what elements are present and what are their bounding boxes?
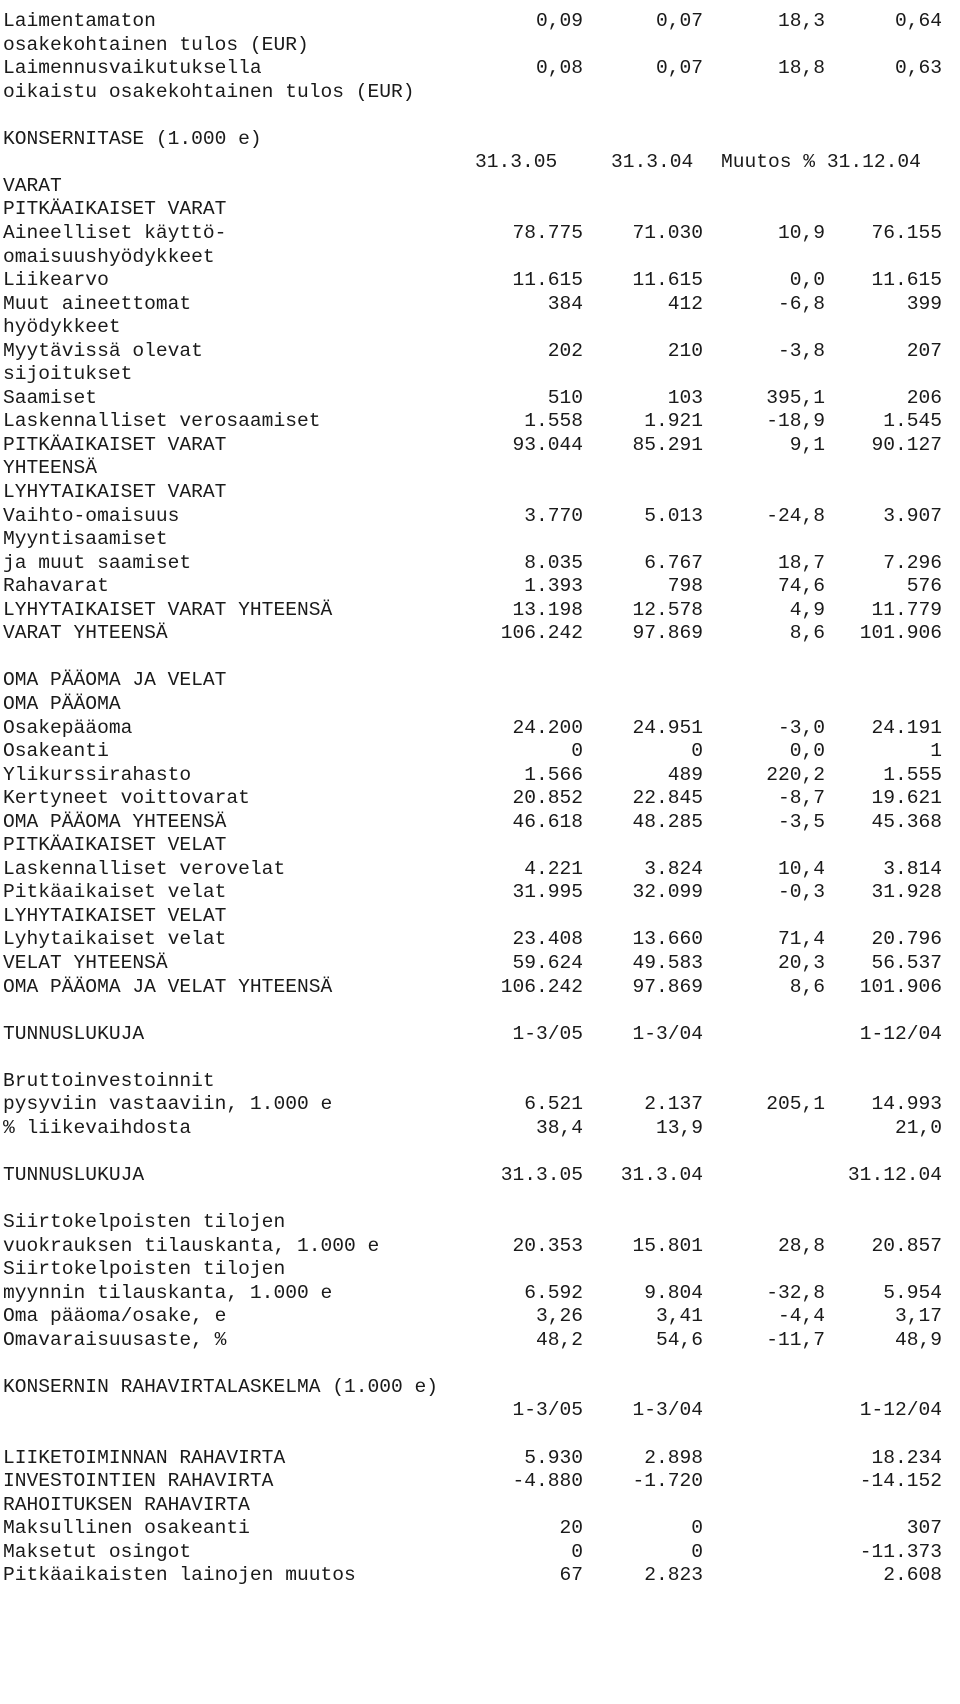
- value-cell: 0,09: [535, 10, 583, 32]
- report-line: [3, 1116, 953, 1141]
- row-label: PITKÄAIKAISET VELAT: [3, 834, 227, 857]
- value-cell: 106.242: [500, 622, 583, 645]
- report-line: [3, 668, 953, 693]
- row-label: Myytävissä olevat: [3, 339, 203, 362]
- value-cell: 8,6: [789, 622, 825, 645]
- value-cell: 21,0: [894, 1116, 942, 1139]
- value-cell: 2.823: [644, 1564, 703, 1587]
- report-line: [3, 386, 953, 411]
- value-cell: 10,4: [777, 857, 825, 880]
- value-cell: 510: [547, 386, 583, 409]
- value-cell: 24.200: [512, 716, 583, 739]
- row-label: OMA PÄÄOMA YHTEENSÄ: [3, 810, 227, 833]
- value-cell: 395,1: [766, 386, 825, 409]
- value-cell: 9.804: [644, 1281, 703, 1304]
- report-line: [3, 127, 953, 152]
- row-label: osakekohtainen tulos (EUR): [3, 33, 309, 56]
- report-line: [3, 1469, 953, 1494]
- value-cell: 59.624: [512, 952, 583, 974]
- value-cell: 307: [906, 1517, 942, 1540]
- value-cell: -18,9: [766, 410, 825, 433]
- report-line: [3, 221, 953, 246]
- report-line: [3, 33, 953, 58]
- row-label: TUNNUSLUKUJA: [3, 1022, 145, 1045]
- report-line: [3, 268, 953, 293]
- value-cell: 93.044: [512, 433, 583, 456]
- value-cell: 46.618: [512, 810, 583, 833]
- value-cell: 1-3/04: [632, 1022, 703, 1045]
- value-cell: 11.615: [871, 269, 942, 292]
- row-label: myynnin tilauskanta, 1.000 e: [3, 1281, 333, 1304]
- row-label: omaisuushyödykkeet: [3, 245, 215, 268]
- value-cell: 7.296: [883, 551, 942, 574]
- value-cell: 0,64: [894, 10, 942, 32]
- value-cell: 31.928: [871, 881, 942, 904]
- value-cell: 0: [571, 1540, 583, 1563]
- row-label: Saamiset: [3, 386, 98, 409]
- row-label: Laimennusvaikutuksella: [3, 57, 262, 80]
- row-label: oikaistu osakekohtainen tulos (EUR): [3, 80, 415, 103]
- report-line: [3, 362, 953, 387]
- value-cell: 1.545: [883, 410, 942, 433]
- value-cell: 18.234: [871, 1446, 942, 1469]
- row-label: Rahavarat: [3, 575, 109, 598]
- row-label: VARAT YHTEENSÄ: [3, 622, 168, 645]
- value-cell: -3,5: [777, 810, 825, 833]
- value-cell: 1-12/04: [859, 1399, 942, 1422]
- value-cell: 3.770: [524, 504, 583, 527]
- row-label: LYHYTAIKAISET VARAT YHTEENSÄ: [3, 598, 333, 621]
- value-cell: 5.013: [644, 504, 703, 527]
- row-label: YHTEENSÄ: [3, 457, 98, 480]
- value-cell: 85.291: [632, 433, 703, 456]
- report-line: [3, 1375, 953, 1400]
- value-cell: 0,08: [535, 57, 583, 80]
- report-line: [3, 951, 953, 976]
- report-line: [3, 480, 953, 505]
- value-cell: -32,8: [766, 1281, 825, 1304]
- blank-line: [3, 1422, 953, 1447]
- value-cell: 1.566: [524, 763, 583, 786]
- value-cell: 13,9: [655, 1116, 703, 1139]
- value-cell: 76.155: [871, 221, 942, 244]
- value-cell: 11.615: [512, 269, 583, 292]
- value-cell: 0: [691, 740, 703, 763]
- value-cell: 1-3/04: [632, 1399, 703, 1422]
- value-cell: 20.353: [512, 1234, 583, 1257]
- value-cell: 10,9: [777, 221, 825, 244]
- report-line: [3, 174, 953, 199]
- report-line: [3, 1092, 953, 1117]
- report-line: [3, 1304, 953, 1329]
- report-line: [3, 433, 953, 458]
- row-label: KONSERNIN RAHAVIRTALASKELMA (1.000 e): [3, 1375, 439, 1398]
- row-label: Myyntisaamiset: [3, 528, 168, 551]
- column-header: 31.3.05: [475, 151, 558, 174]
- row-label: Vaihto-omaisuus: [3, 504, 180, 527]
- row-label: PITKÄAIKAISET VARAT: [3, 198, 227, 221]
- report-line: [3, 339, 953, 364]
- value-cell: 28,8: [777, 1234, 825, 1257]
- report-line: [3, 1257, 953, 1282]
- value-cell: 20.857: [871, 1234, 942, 1257]
- value-cell: 0,63: [894, 57, 942, 80]
- value-cell: 48,9: [894, 1328, 942, 1351]
- value-cell: 18,3: [777, 10, 825, 32]
- blank-line: [3, 998, 953, 1023]
- report-line: [3, 833, 953, 858]
- value-cell: 3,41: [655, 1305, 703, 1328]
- report-line: [3, 880, 953, 905]
- column-header: 31.3.04: [611, 151, 694, 174]
- value-cell: 11.615: [632, 269, 703, 292]
- row-label: Bruttoinvestoinnit: [3, 1069, 215, 1092]
- value-cell: 0: [691, 1540, 703, 1563]
- report-line: [3, 1234, 953, 1259]
- row-label: VARAT: [3, 174, 62, 197]
- row-label: Ylikurssirahasto: [3, 763, 192, 786]
- value-cell: 2.608: [883, 1564, 942, 1587]
- value-cell: 1-12/04: [859, 1022, 942, 1045]
- value-cell: 67: [559, 1564, 583, 1587]
- value-cell: 6.592: [524, 1281, 583, 1304]
- report-line: [3, 1516, 953, 1541]
- row-label: LYHYTAIKAISET VELAT: [3, 904, 227, 927]
- value-cell: 49.583: [632, 952, 703, 974]
- value-cell: 71.030: [632, 221, 703, 244]
- value-cell: 576: [906, 575, 942, 598]
- value-cell: 8.035: [524, 551, 583, 574]
- value-cell: 2.898: [644, 1446, 703, 1469]
- value-cell: 18,7: [777, 551, 825, 574]
- value-cell: 20.852: [512, 787, 583, 810]
- report-line: [3, 409, 953, 434]
- value-cell: 20,3: [777, 952, 825, 974]
- value-cell: -4.880: [512, 1470, 583, 1493]
- blank-line: [3, 1139, 953, 1164]
- value-cell: 48.285: [632, 810, 703, 833]
- value-cell: 4.221: [524, 857, 583, 880]
- row-label: vuokrauksen tilauskanta, 1.000 e: [3, 1234, 380, 1257]
- value-cell: 3,26: [535, 1305, 583, 1328]
- report-line: [3, 927, 953, 952]
- value-cell: 32.099: [632, 881, 703, 904]
- value-cell: 15.801: [632, 1234, 703, 1257]
- report-line: [3, 1540, 953, 1565]
- value-cell: 71,4: [777, 928, 825, 951]
- report-line: [3, 456, 953, 481]
- value-cell: 3.824: [644, 857, 703, 880]
- row-label: Kertyneet voittovarat: [3, 787, 250, 810]
- report-line: [3, 1281, 953, 1306]
- report-line: [3, 1446, 953, 1471]
- blank-line: [3, 1045, 953, 1070]
- value-cell: 78.775: [512, 221, 583, 244]
- report-line: [3, 1493, 953, 1518]
- value-cell: 384: [547, 292, 583, 315]
- report-line: [3, 1563, 953, 1588]
- value-cell: 97.869: [632, 975, 703, 998]
- value-cell: 4,9: [789, 598, 825, 621]
- row-label: Maksetut osingot: [3, 1540, 192, 1563]
- report-line: [3, 786, 953, 811]
- value-cell: 798: [667, 575, 703, 598]
- value-cell: 9,1: [789, 433, 825, 456]
- value-cell: 18,8: [777, 57, 825, 80]
- value-cell: 101.906: [859, 975, 942, 998]
- report-line: [3, 857, 953, 882]
- report-line: [3, 9, 953, 34]
- value-cell: 45.368: [871, 810, 942, 833]
- value-cell: 0,0: [789, 269, 825, 292]
- value-cell: 3,17: [894, 1305, 942, 1328]
- value-cell: 8,6: [789, 975, 825, 998]
- value-cell: 5.930: [524, 1446, 583, 1469]
- value-cell: -0,3: [777, 881, 825, 904]
- value-cell: 31.12.04: [847, 1163, 942, 1186]
- row-label: PITKÄAIKAISET VARAT: [3, 433, 227, 456]
- report-line: [3, 975, 953, 1000]
- value-cell: 1: [930, 740, 942, 763]
- report-line: [3, 574, 953, 599]
- value-cell: -8,7: [777, 787, 825, 810]
- blank-line: [3, 645, 953, 670]
- value-cell: 48,2: [535, 1328, 583, 1351]
- value-cell: -4,4: [777, 1305, 825, 1328]
- value-cell: 2.137: [644, 1093, 703, 1116]
- value-cell: 1.393: [524, 575, 583, 598]
- value-cell: -14.152: [859, 1470, 942, 1493]
- column-header: Muutos % 31.12.04: [721, 151, 921, 174]
- value-cell: -11,7: [766, 1328, 825, 1351]
- row-label: Maksullinen osakeanti: [3, 1517, 250, 1540]
- report-line: [3, 315, 953, 340]
- row-label: ja muut saamiset: [3, 551, 192, 574]
- value-cell: 207: [906, 339, 942, 362]
- report-line: [3, 80, 953, 105]
- value-cell: 0,0: [789, 740, 825, 763]
- value-cell: 12.578: [632, 598, 703, 621]
- row-label: hyödykkeet: [3, 316, 121, 339]
- row-label: Osakeanti: [3, 740, 109, 763]
- row-label: RAHOITUKSEN RAHAVIRTA: [3, 1493, 250, 1516]
- row-label: Oma pääoma/osake, e: [3, 1305, 227, 1328]
- report-line: [3, 810, 953, 835]
- report-line: [3, 197, 953, 222]
- report-line: [3, 1163, 953, 1188]
- value-cell: 0: [691, 1517, 703, 1540]
- value-cell: -24,8: [766, 504, 825, 527]
- report-line: [3, 904, 953, 929]
- report-line: [3, 150, 953, 175]
- report-line: [3, 1069, 953, 1094]
- value-cell: 6.767: [644, 551, 703, 574]
- blank-line: [3, 1351, 953, 1376]
- value-cell: 205,1: [766, 1093, 825, 1116]
- value-cell: 22.845: [632, 787, 703, 810]
- value-cell: 220,2: [766, 763, 825, 786]
- value-cell: 54,6: [655, 1328, 703, 1351]
- row-label: pysyviin vastaaviin, 1.000 e: [3, 1093, 333, 1116]
- row-label: OMA PÄÄOMA JA VELAT: [3, 669, 227, 692]
- report-line: [3, 739, 953, 764]
- row-label: Laimentamaton: [3, 10, 156, 32]
- value-cell: 210: [667, 339, 703, 362]
- report-line: [3, 56, 953, 81]
- blank-line: [3, 1187, 953, 1212]
- value-cell: -3,8: [777, 339, 825, 362]
- row-label: Aineelliset käyttö-: [3, 221, 227, 244]
- value-cell: 101.906: [859, 622, 942, 645]
- value-cell: 14.993: [871, 1093, 942, 1116]
- row-label: KONSERNITASE (1.000 e): [3, 127, 262, 150]
- value-cell: 1.555: [883, 763, 942, 786]
- row-label: OMA PÄÄOMA: [3, 692, 121, 715]
- report-line: [3, 1022, 953, 1047]
- blank-line: [3, 103, 953, 128]
- value-cell: 399: [906, 292, 942, 315]
- row-label: OMA PÄÄOMA JA VELAT YHTEENSÄ: [3, 975, 333, 998]
- report-line: [3, 1210, 953, 1235]
- value-cell: 103: [667, 386, 703, 409]
- value-cell: 24.191: [871, 716, 942, 739]
- value-cell: 202: [547, 339, 583, 362]
- row-label: Muut aineettomat: [3, 292, 192, 315]
- value-cell: 0: [571, 740, 583, 763]
- value-cell: -6,8: [777, 292, 825, 315]
- row-label: % liikevaihdosta: [3, 1116, 192, 1139]
- row-label: TUNNUSLUKUJA: [3, 1163, 145, 1186]
- value-cell: 11.779: [871, 598, 942, 621]
- value-cell: 23.408: [512, 928, 583, 951]
- report-line: [3, 716, 953, 741]
- value-cell: 97.869: [632, 622, 703, 645]
- value-cell: 38,4: [535, 1116, 583, 1139]
- value-cell: 56.537: [871, 952, 942, 974]
- row-label: Osakepääoma: [3, 716, 133, 739]
- value-cell: 0,07: [655, 10, 703, 32]
- value-cell: 489: [667, 763, 703, 786]
- value-cell: 1.558: [524, 410, 583, 433]
- value-cell: 24.951: [632, 716, 703, 739]
- row-label: Laskennalliset verovelat: [3, 857, 286, 880]
- value-cell: -1.720: [632, 1470, 703, 1493]
- row-label: sijoitukset: [3, 363, 133, 386]
- value-cell: 206: [906, 386, 942, 409]
- value-cell: 0,07: [655, 57, 703, 80]
- row-label: Omavaraisuusaste, %: [3, 1328, 227, 1351]
- row-label: LIIKETOIMINNAN RAHAVIRTA: [3, 1446, 286, 1469]
- value-cell: 13.198: [512, 598, 583, 621]
- row-label: VELAT YHTEENSÄ: [3, 952, 168, 974]
- value-cell: 5.954: [883, 1281, 942, 1304]
- value-cell: 74,6: [777, 575, 825, 598]
- value-cell: 20: [559, 1517, 583, 1540]
- row-label: Siirtokelpoisten tilojen: [3, 1258, 286, 1281]
- value-cell: 31.3.04: [620, 1163, 703, 1186]
- row-label: INVESTOINTIEN RAHAVIRTA: [3, 1470, 274, 1493]
- value-cell: 106.242: [500, 975, 583, 998]
- row-label: Laskennalliset verosaamiset: [3, 410, 321, 433]
- value-cell: 19.621: [871, 787, 942, 810]
- value-cell: -3,0: [777, 716, 825, 739]
- report-line: [3, 245, 953, 270]
- row-label: Lyhytaikaiset velat: [3, 928, 227, 951]
- value-cell: 3.814: [883, 857, 942, 880]
- report-line: [3, 504, 953, 529]
- value-cell: 20.796: [871, 928, 942, 951]
- value-cell: 1-3/05: [512, 1022, 583, 1045]
- row-label: Siirtokelpoisten tilojen: [3, 1211, 286, 1234]
- report-line: [3, 598, 953, 623]
- report-line: [3, 621, 953, 646]
- value-cell: 31.995: [512, 881, 583, 904]
- value-cell: 90.127: [871, 433, 942, 456]
- value-cell: 1-3/05: [512, 1399, 583, 1422]
- report-line: [3, 1398, 953, 1423]
- row-label: Liikearvo: [3, 269, 109, 292]
- report-line: [3, 292, 953, 317]
- value-cell: 3.907: [883, 504, 942, 527]
- row-label: Pitkäaikaisten lainojen muutos: [3, 1564, 356, 1587]
- value-cell: 412: [667, 292, 703, 315]
- value-cell: -11.373: [859, 1540, 942, 1563]
- report-line: [3, 1328, 953, 1353]
- report-line: [3, 527, 953, 552]
- report-line: [3, 763, 953, 788]
- report-line: [3, 692, 953, 717]
- value-cell: 6.521: [524, 1093, 583, 1116]
- value-cell: 13.660: [632, 928, 703, 951]
- value-cell: 1.921: [644, 410, 703, 433]
- row-label: Pitkäaikaiset velat: [3, 881, 227, 904]
- row-label: LYHYTAIKAISET VARAT: [3, 481, 227, 503]
- value-cell: 31.3.05: [500, 1163, 583, 1186]
- report-line: [3, 551, 953, 576]
